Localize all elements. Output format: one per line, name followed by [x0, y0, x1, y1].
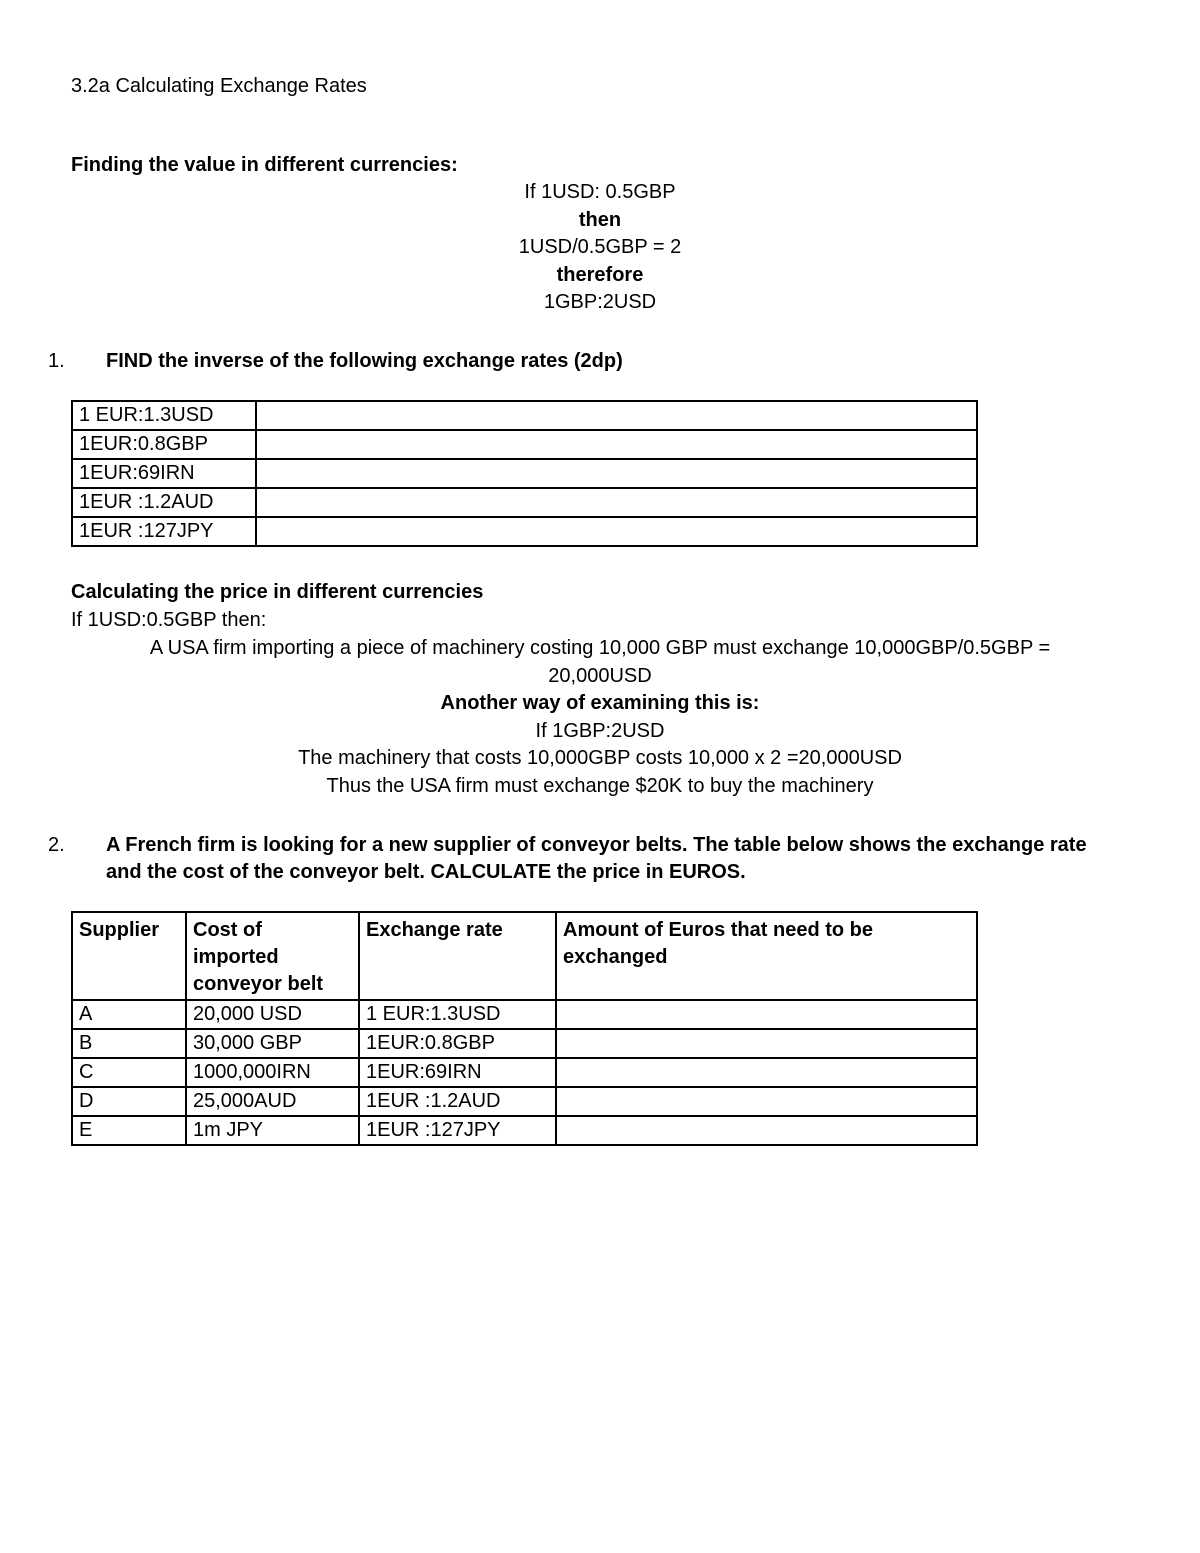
question-2-text-line-1: A French firm is looking for a new supplier of conveyor belts. The table below shows the exchange rate [106, 834, 1087, 856]
price-line-3: Another way of examining this is: [440, 692, 760, 714]
rate-cell: 1 EUR:1.3USD [72, 401, 256, 430]
page-title: 3.2a Calculating Exchange Rates [71, 75, 367, 97]
cost-cell: 1000,000IRN [186, 1058, 359, 1087]
question-1-number: 1. [48, 350, 65, 372]
supplier-table [71, 911, 978, 1146]
rate-cell: 1EUR:69IRN [72, 459, 256, 488]
table-row [72, 430, 977, 459]
header-cost-line-3: conveyor belt [193, 973, 324, 995]
answer-cell[interactable] [556, 1000, 977, 1029]
table-row [72, 517, 977, 546]
rate-cell: 1EUR :127JPY [359, 1116, 556, 1145]
table-row [72, 1029, 977, 1058]
example-line-3: 1USD/0.5GBP = 2 [518, 236, 682, 258]
header-supplier: Supplier [72, 912, 186, 1000]
header-amount-line-1: Amount of Euros that need to be [563, 919, 873, 941]
supplier-cell: B [72, 1029, 186, 1058]
section2-heading: Calculating the price in different currencies [71, 581, 484, 603]
rate-cell: 1EUR:0.8GBP [72, 430, 256, 459]
cost-cell: 1m JPY [186, 1116, 359, 1145]
rate-cell: 1 EUR:1.3USD [359, 1000, 556, 1029]
table-row [72, 1087, 977, 1116]
header-amount-line-2: exchanged [563, 946, 668, 968]
header-cost-line-1: Cost of [193, 919, 262, 941]
answer-cell[interactable] [556, 1029, 977, 1058]
answer-cell[interactable] [556, 1116, 977, 1145]
table-row [72, 459, 977, 488]
supplier-cell: D [72, 1087, 186, 1116]
answer-cell[interactable] [556, 1087, 977, 1116]
header-rate: Exchange rate [359, 912, 556, 1000]
example-line-4: therefore [556, 263, 644, 286]
answer-cell[interactable] [256, 517, 977, 546]
rate-cell: 1EUR:69IRN [359, 1058, 556, 1087]
table-row [72, 1000, 977, 1029]
header-cost [186, 912, 359, 1000]
table-row [72, 401, 977, 430]
example-calculation [0, 179, 1200, 317]
rate-cell: 1EUR :1.2AUD [72, 488, 256, 517]
question-2-number: 2. [48, 834, 65, 856]
supplier-cell: C [72, 1058, 186, 1087]
rate-cell: 1EUR :127JPY [72, 517, 256, 546]
supplier-cell: A [72, 1000, 186, 1029]
cost-cell: 25,000AUD [186, 1087, 359, 1116]
answer-cell[interactable] [256, 430, 977, 459]
table-header-row [72, 912, 977, 1000]
answer-cell[interactable] [256, 459, 977, 488]
header-cost-line-2: imported [193, 946, 279, 968]
question-2-text-line-2: and the cost of the conveyor belt. CALCULATE the price in EUROS. [106, 861, 746, 883]
answer-cell[interactable] [256, 401, 977, 430]
inverse-rates-table [71, 400, 978, 547]
supplier-cell: E [72, 1116, 186, 1145]
rate-cell: 1EUR :1.2AUD [359, 1087, 556, 1116]
header-amount [556, 912, 977, 1000]
table-row [72, 1058, 977, 1087]
section2-intro: If 1USD:0.5GBP then: [71, 609, 267, 631]
price-line-4: If 1GBP:2USD [535, 719, 665, 742]
answer-cell[interactable] [256, 488, 977, 517]
question-1-text: FIND the inverse of the following exchange rates (2dp) [106, 350, 623, 372]
price-line-2: 20,000USD [548, 664, 652, 687]
example-line-2: then [578, 208, 622, 231]
example-line-5: 1GBP:2USD [543, 291, 657, 313]
price-line-6: Thus the USA firm must exchange $20K to buy the machinery [326, 774, 874, 797]
table-row [72, 1116, 977, 1145]
price-example [0, 635, 1200, 800]
answer-cell[interactable] [556, 1058, 977, 1087]
section1-heading: Finding the value in different currencies: [71, 154, 458, 176]
cost-cell: 20,000 USD [186, 1000, 359, 1029]
price-line-1: A USA firm importing a piece of machinery costing 10,000 GBP must exchange 10,000GBP/0.5GBP = [149, 637, 1051, 659]
example-line-1: If 1USD: 0.5GBP [524, 181, 676, 203]
cost-cell: 30,000 GBP [186, 1029, 359, 1058]
price-line-5: The machinery that costs 10,000GBP costs 10,000 x 2 =20,000USD [298, 747, 902, 769]
rate-cell: 1EUR:0.8GBP [359, 1029, 556, 1058]
table-row [72, 488, 977, 517]
